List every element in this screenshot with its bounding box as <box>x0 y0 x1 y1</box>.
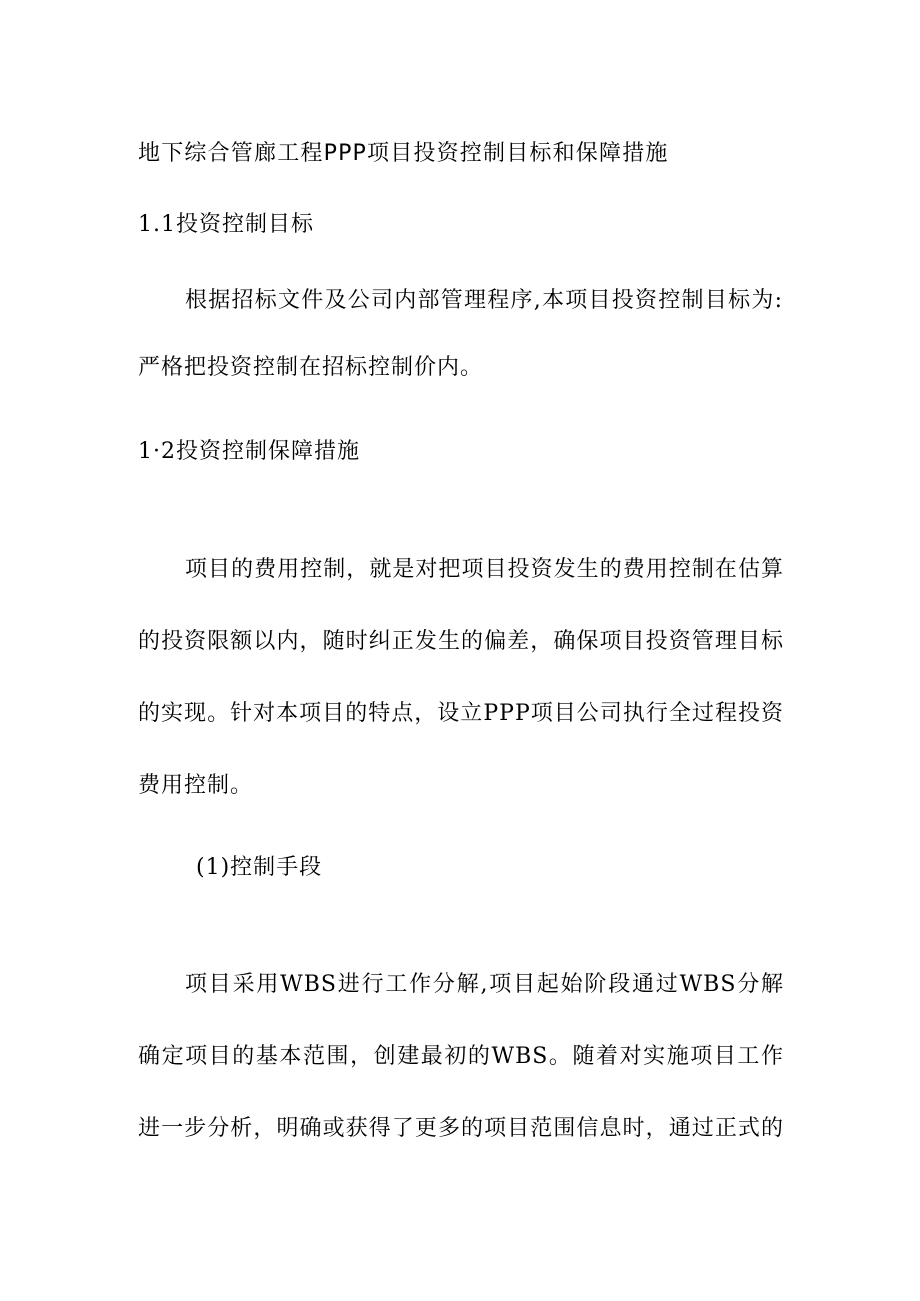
subsection-heading: (1)控制手段 <box>196 855 323 880</box>
document-title: 地下综合管廊工程PPP项目投资控制目标和保障措施 <box>138 141 669 166</box>
paragraph-line: 进一步分析，明确或获得了更多的项目范围信息时，通过正式的 <box>138 1116 784 1141</box>
paragraph-line: 确定项目的基本范围，创建最初的WBS。随着对实施项目工作 <box>138 1044 784 1069</box>
paragraph-line: 项目的费用控制，就是对把项目投资发生的费用控制在估算 <box>185 557 784 582</box>
paragraph-line: 根据招标文件及公司内部管理程序,本项目投资控制目标为: <box>185 288 783 313</box>
paragraph-line: 项目采用WBS进行工作分解,项目起始阶段通过WBS分解 <box>185 972 784 997</box>
paragraph-line: 严格把投资控制在招标控制价内。 <box>138 355 484 380</box>
paragraph-line: 的投资限额以内，随时纠正发生的偏差，确保项目投资管理目标 <box>138 629 784 654</box>
paragraph-line: 的实现。针对本项目的特点，设立PPP项目公司执行全过程投资 <box>138 701 784 726</box>
paragraph-line: 费用控制。 <box>138 773 254 798</box>
section-heading-1-1: 1.1投资控制目标 <box>138 212 314 237</box>
section-heading-1-2: 1·2投资控制保障措施 <box>138 439 360 464</box>
